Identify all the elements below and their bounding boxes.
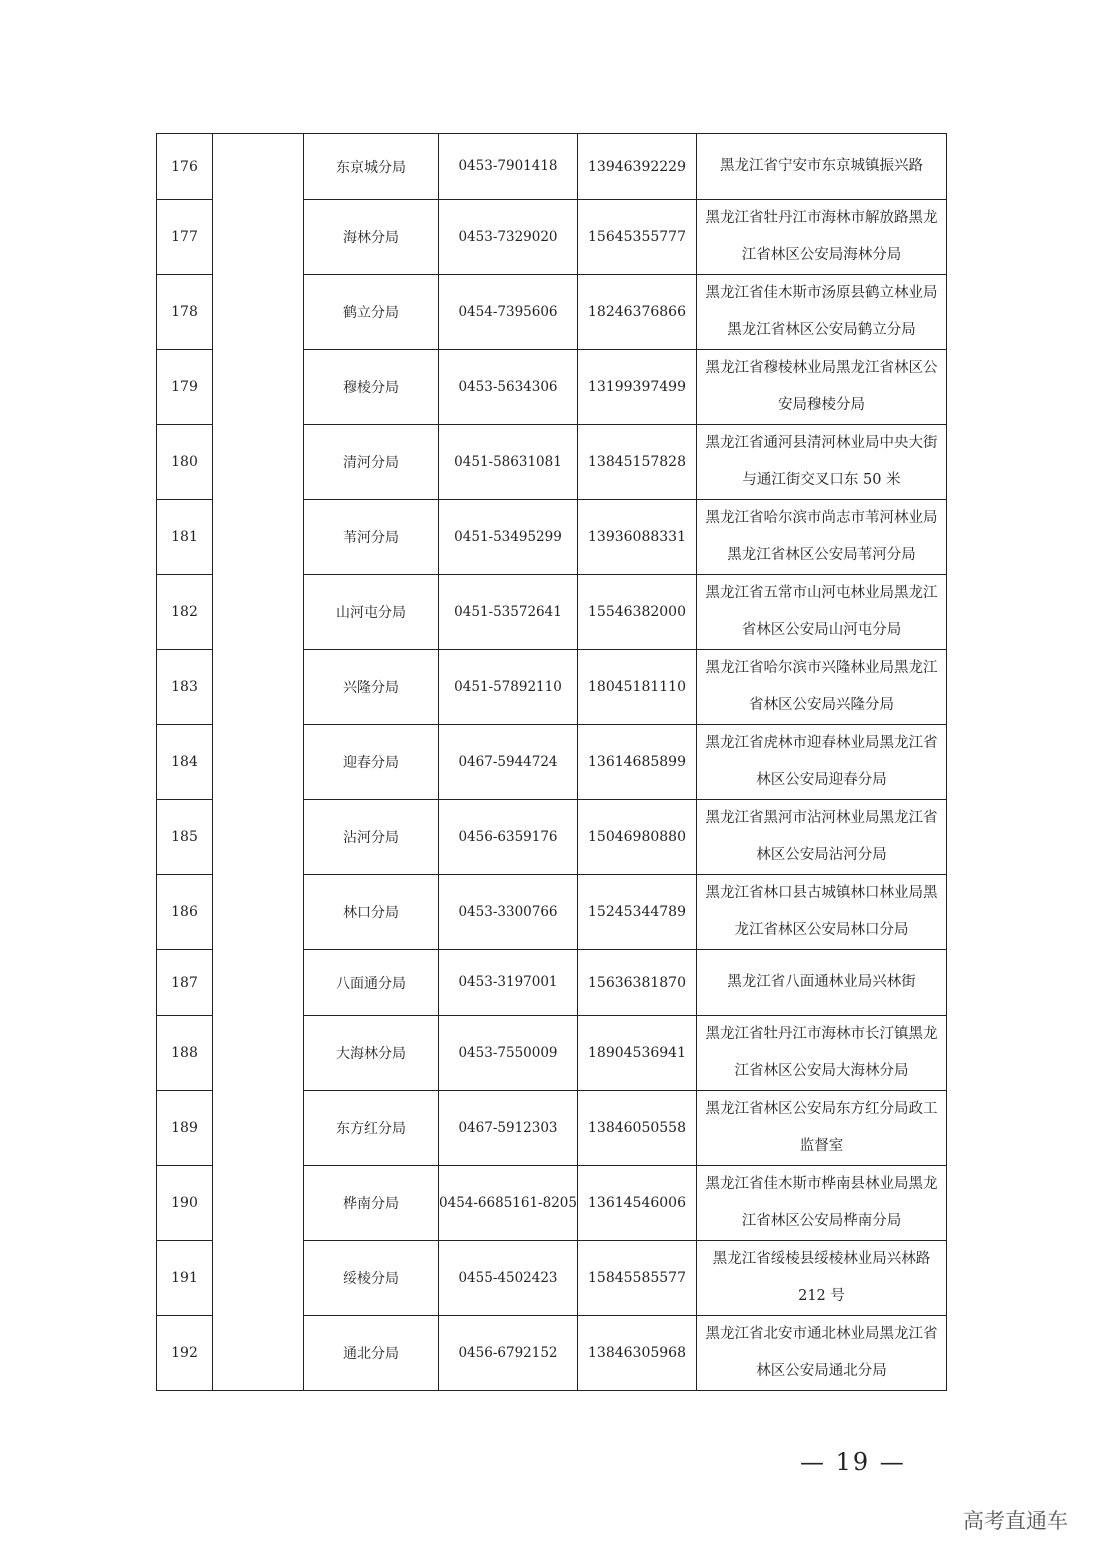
address-cell: 黑龙江省宁安市东京城镇振兴路: [697, 134, 947, 200]
row-number-cell: 180: [157, 425, 213, 500]
mobile-phone-cell: 15546382000: [578, 575, 697, 650]
page-number: — 19 —: [800, 1448, 906, 1476]
mobile-phone-cell: 13946392229: [578, 134, 697, 200]
address-cell: 黑龙江省佳木斯市汤原县鹤立林业局黑龙江省林区公安局鹤立分局: [697, 275, 947, 350]
mobile-phone-cell: 15845585577: [578, 1241, 697, 1316]
branch-name-cell: 兴隆分局: [304, 650, 439, 725]
mobile-phone-cell: 15636381870: [578, 950, 697, 1016]
branch-name-cell: 沾河分局: [304, 800, 439, 875]
address-cell: 黑龙江省通河县清河林业局中央大街与通江街交叉口东 50 米: [697, 425, 947, 500]
row-number-cell: 191: [157, 1241, 213, 1316]
row-number-cell: 183: [157, 650, 213, 725]
branch-name-cell: 苇河分局: [304, 500, 439, 575]
office-phone-cell: 0451-53572641: [439, 575, 578, 650]
row-number-cell: 182: [157, 575, 213, 650]
watermark-logo-text: 高考直通车: [963, 1509, 1068, 1533]
branch-name-cell: 迎春分局: [304, 725, 439, 800]
address-cell: 黑龙江省穆棱林业局黑龙江省林区公安局穆棱分局: [697, 350, 947, 425]
office-phone-cell: 0456-6792152: [439, 1316, 578, 1391]
mobile-phone-cell: 15046980880: [578, 800, 697, 875]
office-phone-cell: 0453-5634306: [439, 350, 578, 425]
mobile-phone-cell: 13845157828: [578, 425, 697, 500]
mobile-phone-cell: 13614685899: [578, 725, 697, 800]
branch-name-cell: 通北分局: [304, 1316, 439, 1391]
mobile-phone-cell: 13846050558: [578, 1091, 697, 1166]
office-phone-cell: 0451-57892110: [439, 650, 578, 725]
office-phone-cell: 0453-3300766: [439, 875, 578, 950]
row-number-cell: 185: [157, 800, 213, 875]
address-cell: 黑龙江省黑河市沾河林业局黑龙江省林区公安局沾河分局: [697, 800, 947, 875]
address-cell: 黑龙江省虎林市迎春林业局黑龙江省林区公安局迎春分局: [697, 725, 947, 800]
branch-name-cell: 东京城分局: [304, 134, 439, 200]
row-number-cell: 189: [157, 1091, 213, 1166]
address-cell: 黑龙江省牡丹江市海林市长汀镇黑龙江省林区公安局大海林分局: [697, 1016, 947, 1091]
mobile-phone-cell: 13936088331: [578, 500, 697, 575]
branch-name-cell: 绥棱分局: [304, 1241, 439, 1316]
office-phone-cell: 0453-7901418: [439, 134, 578, 200]
branch-name-cell: 清河分局: [304, 425, 439, 500]
office-phone-cell: 0456-6359176: [439, 800, 578, 875]
branch-name-cell: 鹤立分局: [304, 275, 439, 350]
row-number-cell: 192: [157, 1316, 213, 1391]
mobile-phone-cell: 18904536941: [578, 1016, 697, 1091]
row-number-cell: 176: [157, 134, 213, 200]
mobile-phone-cell: 15245344789: [578, 875, 697, 950]
branch-name-cell: 山河屯分局: [304, 575, 439, 650]
row-number-cell: 177: [157, 200, 213, 275]
branch-name-cell: 穆棱分局: [304, 350, 439, 425]
office-phone-cell: 0467-5944724: [439, 725, 578, 800]
address-cell: 黑龙江省林区公安局东方红分局政工监督室: [697, 1091, 947, 1166]
branch-name-cell: 桦南分局: [304, 1166, 439, 1241]
table-row: [157, 134, 947, 200]
office-phone-cell: 0454-7395606: [439, 275, 578, 350]
branch-name-cell: 海林分局: [304, 200, 439, 275]
row-number-cell: 188: [157, 1016, 213, 1091]
police-contact-table: [156, 133, 947, 1391]
address-cell: 黑龙江省林口县古城镇林口林业局黑龙江省林区公安局林口分局: [697, 875, 947, 950]
row-number-cell: 187: [157, 950, 213, 1016]
row-number-cell: 186: [157, 875, 213, 950]
merged-region-cell: [213, 134, 304, 1391]
branch-name-cell: 八面通分局: [304, 950, 439, 1016]
office-phone-cell: 0451-58631081: [439, 425, 578, 500]
office-phone-cell: 0455-4502423: [439, 1241, 578, 1316]
address-cell: 黑龙江省哈尔滨市尚志市苇河林业局黑龙江省林区公安局苇河分局: [697, 500, 947, 575]
mobile-phone-cell: 13199397499: [578, 350, 697, 425]
row-number-cell: 178: [157, 275, 213, 350]
row-number-cell: 181: [157, 500, 213, 575]
address-cell: 黑龙江省绥棱县绥棱林业局兴林路212 号: [697, 1241, 947, 1316]
mobile-phone-cell: 15645355777: [578, 200, 697, 275]
office-phone-cell: 0453-3197001: [439, 950, 578, 1016]
branch-name-cell: 东方红分局: [304, 1091, 439, 1166]
address-cell: 黑龙江省北安市通北林业局黑龙江省林区公安局通北分局: [697, 1316, 947, 1391]
mobile-phone-cell: 18045181110: [578, 650, 697, 725]
office-phone-cell: 0467-5912303: [439, 1091, 578, 1166]
row-number-cell: 190: [157, 1166, 213, 1241]
address-cell: 黑龙江省哈尔滨市兴隆林业局黑龙江省林区公安局兴隆分局: [697, 650, 947, 725]
office-phone-cell: 0451-53495299: [439, 500, 578, 575]
row-number-cell: 184: [157, 725, 213, 800]
office-phone-cell: 0453-7329020: [439, 200, 578, 275]
address-cell: 黑龙江省牡丹江市海林市解放路黑龙江省林区公安局海林分局: [697, 200, 947, 275]
office-phone-cell: 0453-7550009: [439, 1016, 578, 1091]
mobile-phone-cell: 13846305968: [578, 1316, 697, 1391]
mobile-phone-cell: 18246376866: [578, 275, 697, 350]
address-cell: 黑龙江省佳木斯市桦南县林业局黑龙江省林区公安局桦南分局: [697, 1166, 947, 1241]
row-number-cell: 179: [157, 350, 213, 425]
address-cell: 黑龙江省八面通林业局兴林街: [697, 950, 947, 1016]
mobile-phone-cell: 13614546006: [578, 1166, 697, 1241]
branch-name-cell: 林口分局: [304, 875, 439, 950]
address-cell: 黑龙江省五常市山河屯林业局黑龙江省林区公安局山河屯分局: [697, 575, 947, 650]
office-phone-cell: 0454-6685161-8205: [439, 1166, 578, 1241]
branch-name-cell: 大海林分局: [304, 1016, 439, 1091]
